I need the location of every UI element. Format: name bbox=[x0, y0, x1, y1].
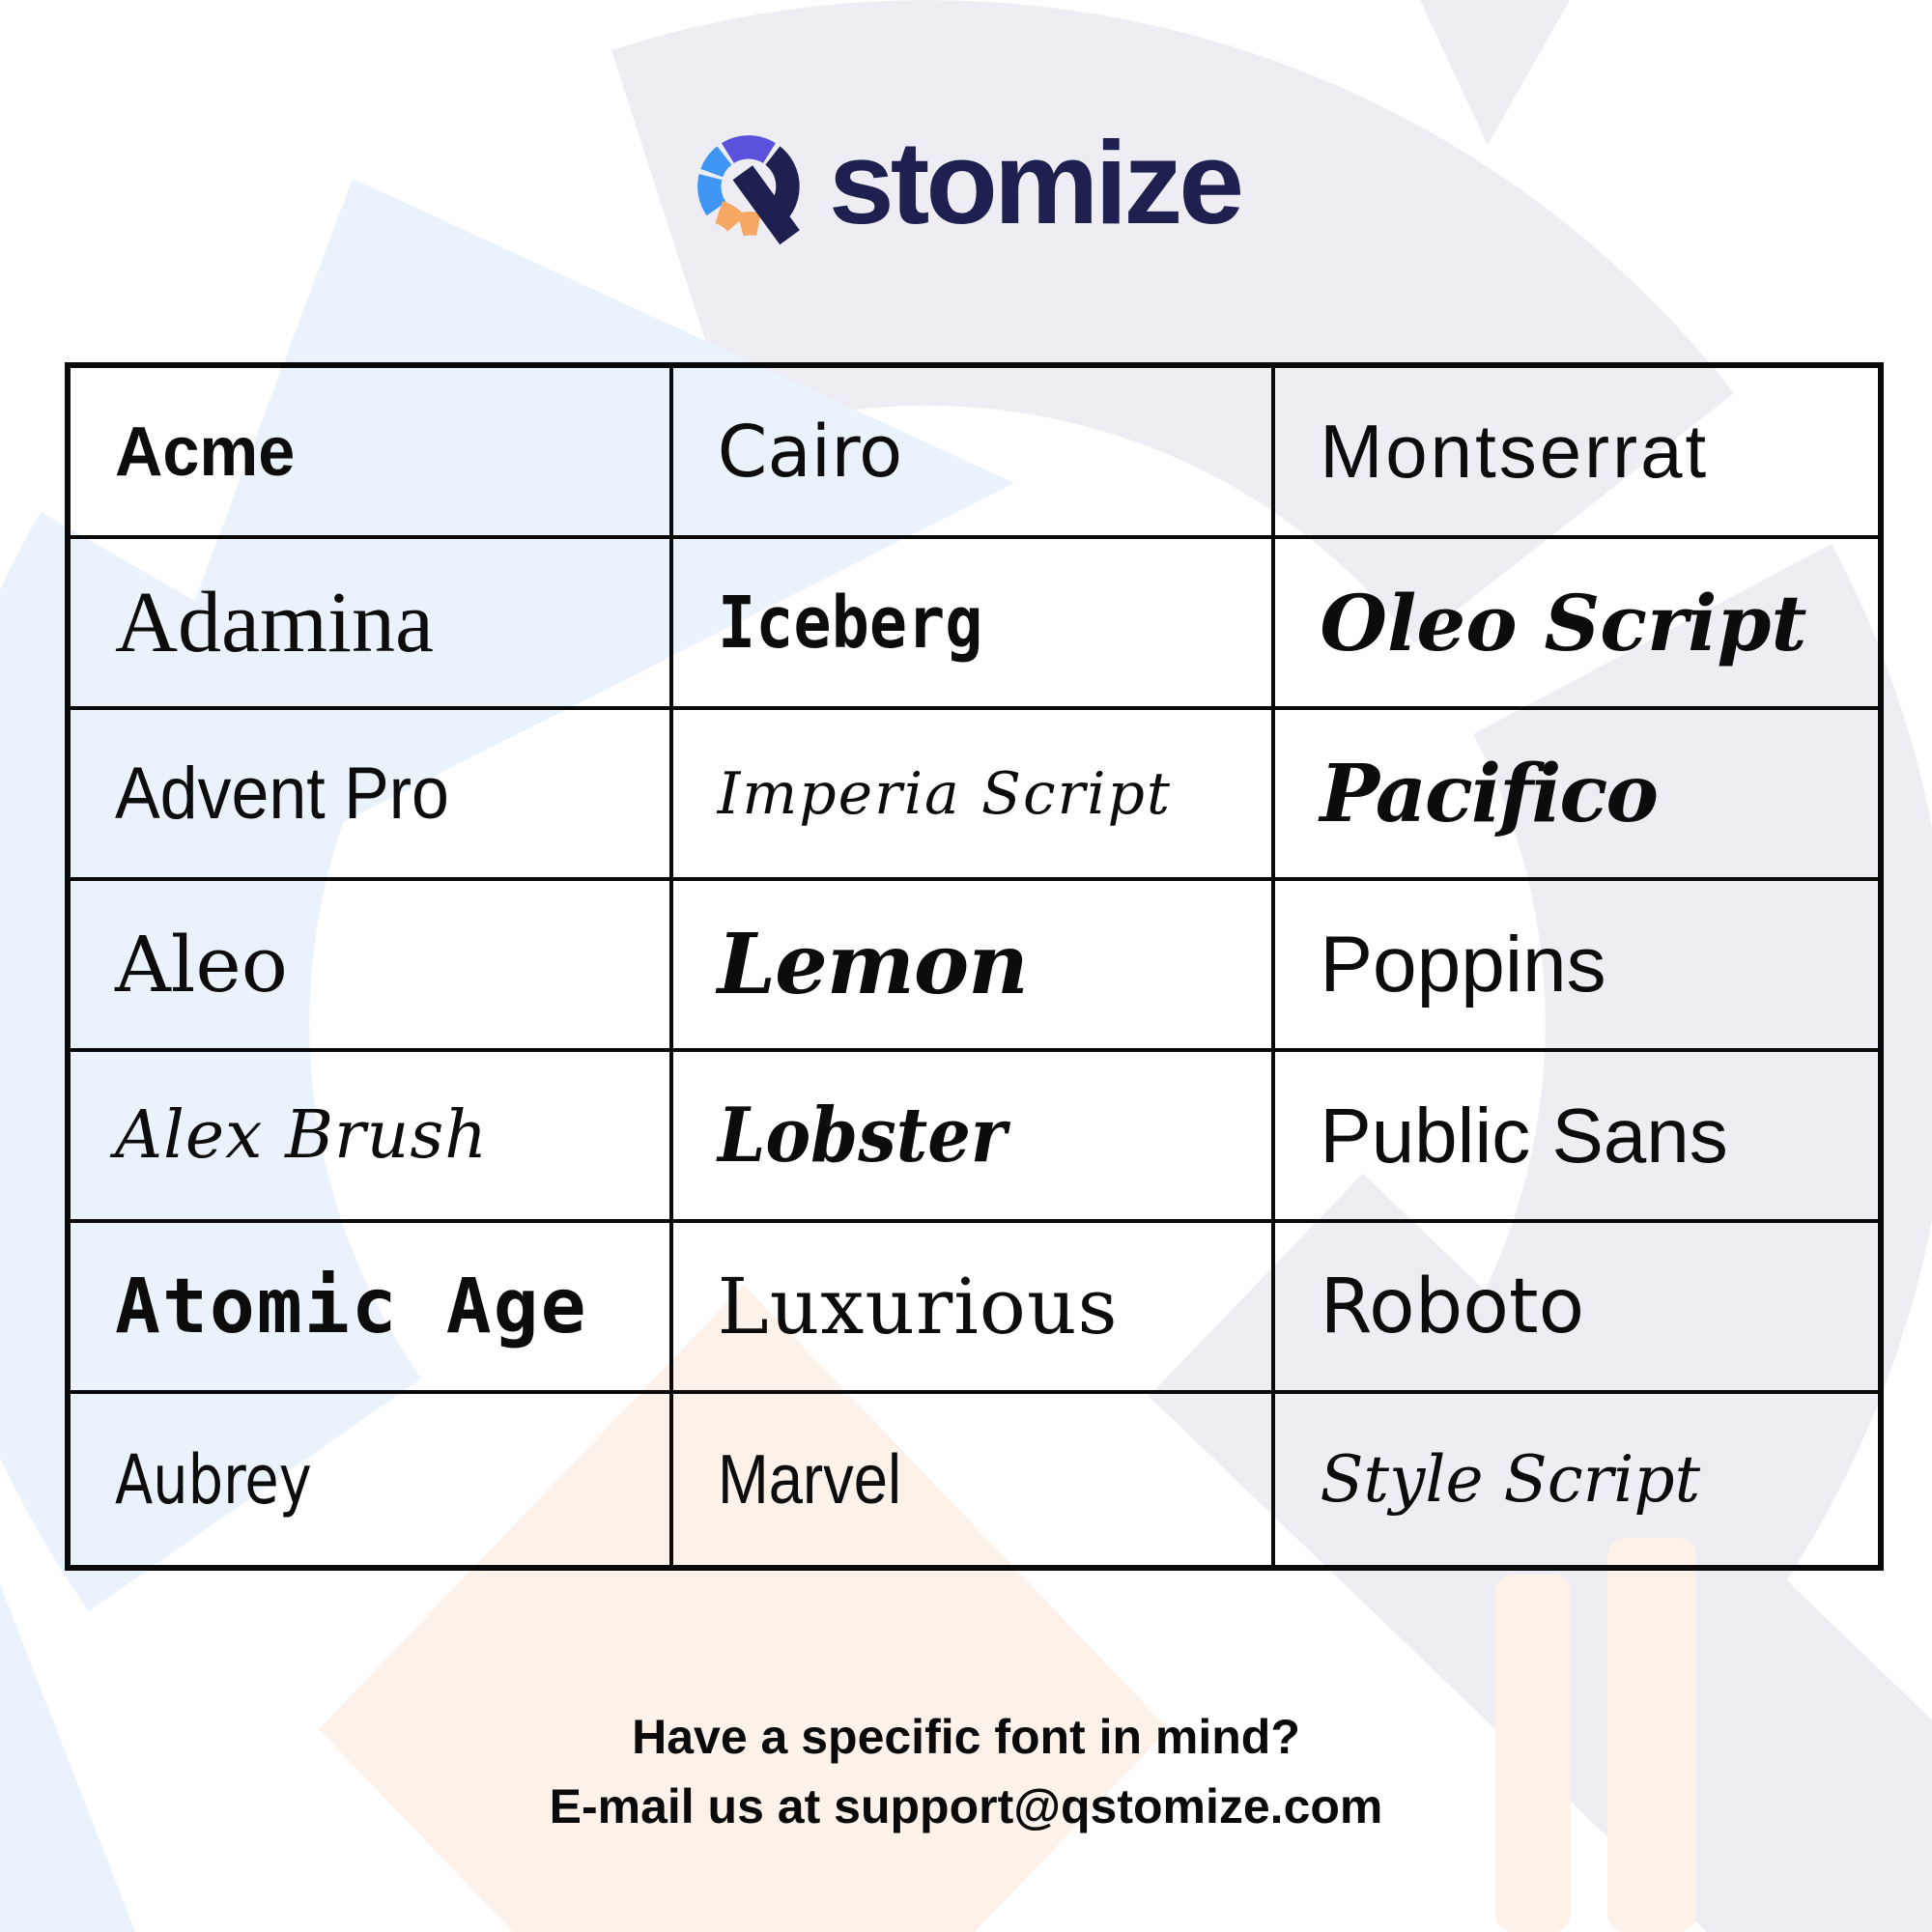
brand-logo bbox=[0, 104, 1932, 269]
footer-contact-email: E-mail us at support@qstomize.com bbox=[549, 1779, 1383, 1833]
font-cell-luxurious bbox=[673, 1223, 1276, 1394]
font-label: Alex Brush bbox=[115, 1097, 489, 1174]
font-label: Lobster bbox=[717, 1092, 1007, 1179]
font-label: Style Script bbox=[1320, 1442, 1701, 1517]
font-cell-iceberg bbox=[673, 539, 1276, 710]
font-label: Luxurious bbox=[717, 1262, 1119, 1351]
font-label: Atomic Age bbox=[115, 1263, 588, 1350]
font-cell-style-script bbox=[1275, 1394, 1878, 1565]
font-cell-roboto bbox=[1275, 1223, 1878, 1394]
font-cell-oleo-script bbox=[1275, 539, 1878, 710]
font-label: Public Sans bbox=[1320, 1092, 1728, 1179]
font-cell-adamina bbox=[71, 539, 673, 710]
font-cell-poppins bbox=[1275, 881, 1878, 1052]
font-cell-advent-pro bbox=[71, 710, 673, 881]
brand-wordmark: stomize bbox=[828, 117, 1241, 248]
footer-question: Have a specific font in mind? bbox=[632, 1710, 1300, 1764]
font-cell-pacifico bbox=[1275, 710, 1878, 881]
font-cell-alex-brush bbox=[71, 1052, 673, 1223]
font-label: Aubrey bbox=[115, 1439, 312, 1520]
font-cell-public-sans bbox=[1275, 1052, 1878, 1223]
font-cell-imperia-script bbox=[673, 710, 1276, 881]
font-label: Roboto bbox=[1320, 1263, 1585, 1350]
font-cell-cairo bbox=[673, 368, 1276, 539]
font-label: Adamina bbox=[115, 575, 434, 670]
brand-q-icon bbox=[692, 126, 819, 253]
font-label: Iceberg bbox=[717, 581, 983, 665]
font-label: Marvel bbox=[717, 1440, 901, 1519]
font-table bbox=[65, 362, 1884, 1571]
font-cell-aleo bbox=[71, 881, 673, 1052]
font-cell-aubrey bbox=[71, 1394, 673, 1565]
font-label: Advent Pro bbox=[115, 753, 449, 835]
font-label: Poppins bbox=[1320, 920, 1606, 1009]
font-label: Lemon bbox=[717, 916, 1028, 1013]
font-cell-lemon bbox=[673, 881, 1276, 1052]
font-cell-marvel bbox=[673, 1394, 1276, 1565]
font-label: Imperia Script bbox=[717, 759, 1172, 828]
footer bbox=[0, 1702, 1932, 1841]
font-cell-lobster bbox=[673, 1052, 1276, 1223]
font-cell-acme bbox=[71, 368, 673, 539]
font-label: Oleo Script bbox=[1320, 577, 1807, 668]
font-cell-atomic-age bbox=[71, 1223, 673, 1394]
font-label: Montserrat bbox=[1320, 409, 1710, 494]
font-label: Cairo bbox=[717, 410, 903, 494]
font-label: Acme bbox=[115, 412, 296, 491]
font-cell-montserrat bbox=[1275, 368, 1878, 539]
font-label: Aleo bbox=[115, 920, 288, 1009]
font-label: Pacifico bbox=[1320, 747, 1658, 840]
